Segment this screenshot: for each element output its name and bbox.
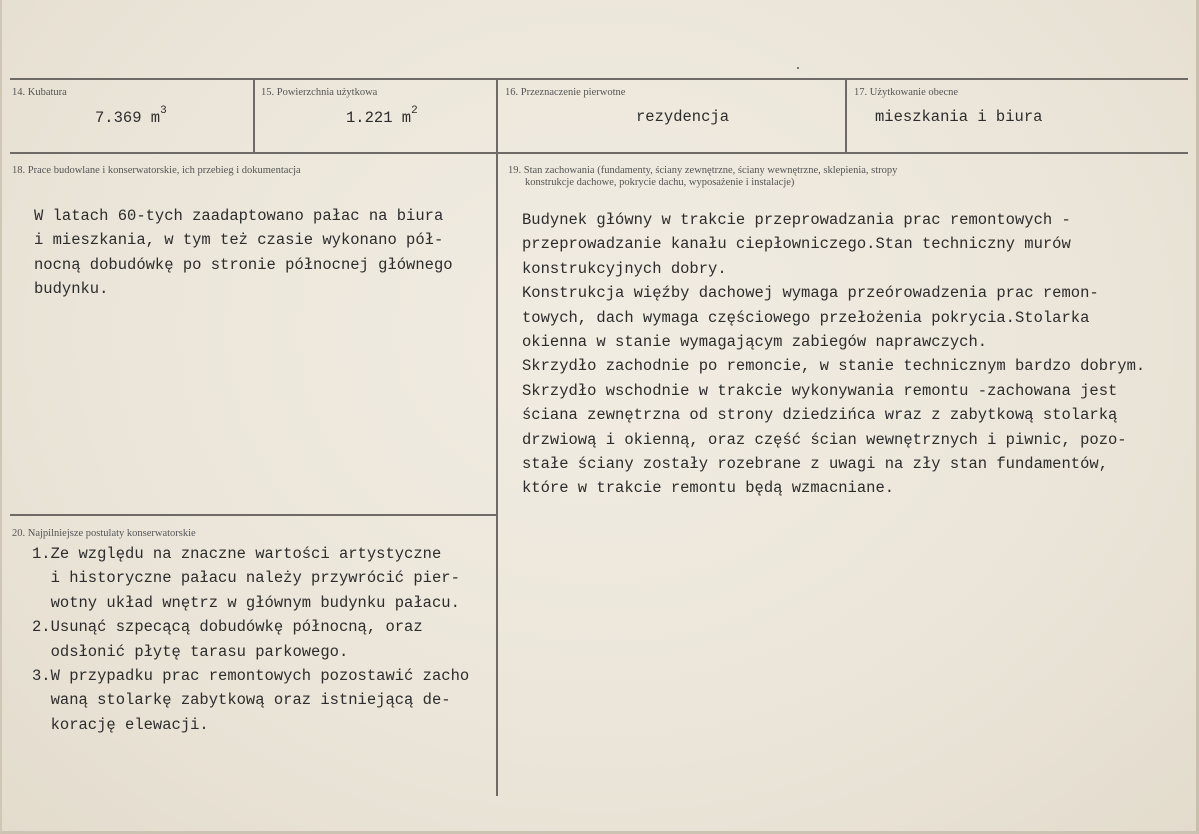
postulaty-line: korację elewacji. <box>32 715 209 734</box>
row-rule-1 <box>10 152 1188 154</box>
stan-line: stałe ściany zostały rozebrane z uwagi na zły stan fundamentów, <box>522 455 1108 474</box>
kubatura-value <box>95 105 167 128</box>
kubatura-unit-exponent: 3 <box>160 105 167 117</box>
powierzchnia-label <box>261 87 377 99</box>
stan-line: ściana zewnętrzna od strony dziedzińca wraz z zabytkową stolarką <box>522 406 1118 425</box>
stan-line: Skrzydło wschodnie w trakcie wykonywania remontu -zachowana jest <box>522 381 1118 400</box>
stan-line: Konstrukcja więźby dachowej wymaga przeórowadzenia prac remon- <box>522 284 1099 303</box>
col-rule-2 <box>496 78 498 796</box>
postulaty-line: odsłonić płytę tarasu parkowego. <box>32 642 349 661</box>
speck <box>797 67 799 69</box>
powierzchnia-unit-exponent: 2 <box>411 105 418 117</box>
przeznaczenie-label: 16. Przeznaczenie pierwotne <box>505 87 626 98</box>
postulaty-line: wotny układ wnętrz w głównym budynku pałacu. <box>32 593 460 612</box>
top-rule <box>10 78 1188 80</box>
stan-line: towych, dach wymaga częściowego przełożenia pokrycia.Stolarka <box>522 308 1090 327</box>
stan-line: okienna w stanie wymagającym zabiegów naprawczych. <box>522 333 988 352</box>
prace-line: nocną dobudówkę po stronie północnej głównego <box>34 255 453 274</box>
powierzchnia-label-text: . Powierzchnia użytkowa <box>271 87 378 98</box>
uzytkowanie-value: mieszkania i biura <box>875 108 1043 126</box>
uzytkowanie-label: 17. Użytkowanie obecne <box>854 87 959 98</box>
powierzchnia-number: 1.221 m <box>346 109 412 128</box>
prace-text <box>34 204 453 302</box>
stan-line: przeprowadzanie kanału ciepłowniczego.Stan techniczny murów <box>522 235 1071 254</box>
postulaty-label: 20. Najpilniejsze postulaty konserwatorskie <box>12 528 196 539</box>
postulaty-line: 1.Ze względu na znaczne wartości artystyczne <box>32 545 442 563</box>
stan-line: drzwiową i okienną, oraz część ścian wewnętrznych i piwnic, pozo- <box>522 430 1127 449</box>
prace-label: 18. Prace budowlane i konserwatorskie, ich przebieg i dokumentacja <box>12 165 301 176</box>
stan-text <box>522 208 1145 501</box>
prace-line: W latach 60-tych zaadaptowano pałac na biura <box>34 207 444 225</box>
stan-label-line-2: konstrukcje dachowe, pokrycie dachu, wyposażenie i instalacje) <box>525 177 795 188</box>
postulaty-line: waną stolarkę zabytkową oraz istniejącą de- <box>32 691 451 710</box>
kubatura-label: 14. Kubatura <box>12 87 67 98</box>
postulaty-line: 3.W przypadku prac remontowych pozostawić zacho <box>32 667 470 686</box>
col-rule-1 <box>253 78 255 153</box>
powierzchnia-value <box>346 105 418 128</box>
przeznaczenie-value: rezydencja <box>636 108 730 126</box>
col-rule-3 <box>845 78 847 153</box>
stan-line: konstrukcyjnych dobry. <box>522 259 727 278</box>
stan-line: które w trakcie remontu będą wzmacniane. <box>522 479 895 498</box>
kubatura-number: 7.369 m <box>95 109 161 128</box>
postulaty-line: 2.Usunąć szpecącą dobudówkę północną, oraz <box>32 618 423 637</box>
powierzchnia-label-number: 15 <box>261 87 272 98</box>
stan-label-line-1: 19. Stan zachowania (fundamenty, ściany zewnętrzne, ściany wewnętrzne, sklepienia, stropy <box>508 165 898 176</box>
stan-line: Skrzydło zachodnie po remoncie, w stanie technicznym bardzo dobrym. <box>522 357 1146 376</box>
row-rule-2 <box>10 514 497 516</box>
postulaty-text <box>32 542 469 737</box>
postulaty-line: i historyczne pałacu należy przywrócić pier- <box>32 569 460 588</box>
prace-line: budynku. <box>34 280 109 299</box>
stan-line: Budynek główny w trakcie przeprowadzania prac remontowych - <box>522 211 1071 229</box>
prace-line: i mieszkania, w tym też czasie wykonano pół- <box>34 231 444 250</box>
